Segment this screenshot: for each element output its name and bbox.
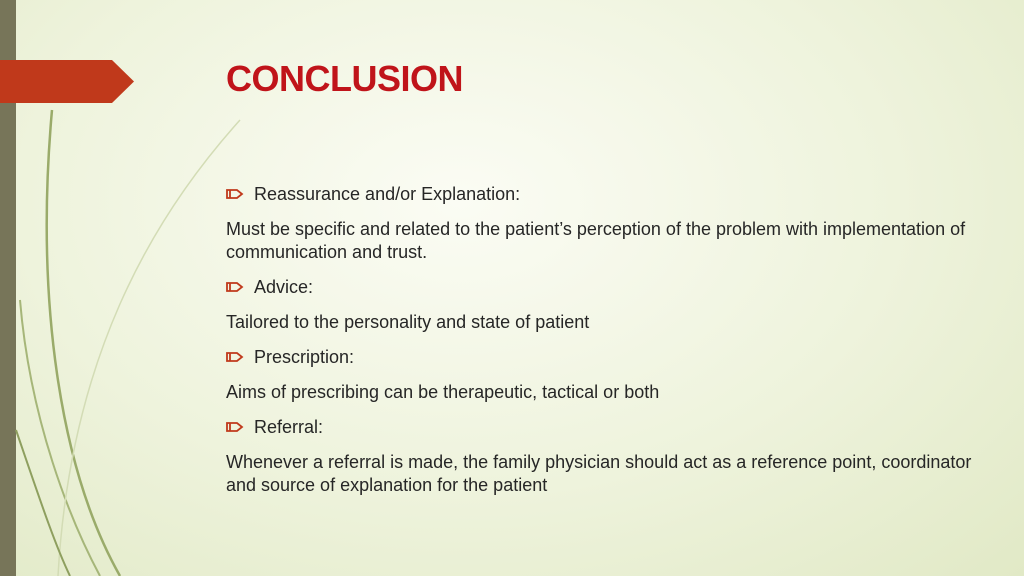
title-arrow-accent	[0, 60, 134, 103]
bullet-description: Whenever a referral is made, the family physician should act as a reference point, coordinator and source of explanation for the patient	[226, 452, 972, 495]
bullet-description: Tailored to the personality and state of patient	[226, 312, 590, 332]
bullet-item	[226, 346, 986, 369]
pencil-arrow-icon	[226, 183, 254, 206]
bullet-description: Aims of prescribing can be therapeutic, tactical or both	[226, 382, 660, 402]
bullet-heading: Prescription:	[254, 347, 355, 367]
slide-content	[226, 183, 986, 509]
bullet-item	[226, 183, 986, 206]
bullet-description: Must be specific and related to the patient’s perception of the problem with implementation of communication and trust.	[226, 219, 966, 262]
pencil-arrow-icon	[226, 346, 254, 369]
bullet-heading: Referral:	[254, 417, 324, 437]
bullet-item	[226, 276, 986, 299]
slide-title: CONCLUSION	[226, 58, 463, 99]
bullet-item	[226, 416, 986, 439]
bullet-heading: Advice:	[254, 277, 314, 297]
pencil-arrow-icon	[226, 416, 254, 439]
bullet-heading: Reassurance and/or Explanation:	[254, 184, 521, 204]
pencil-arrow-icon	[226, 276, 254, 299]
